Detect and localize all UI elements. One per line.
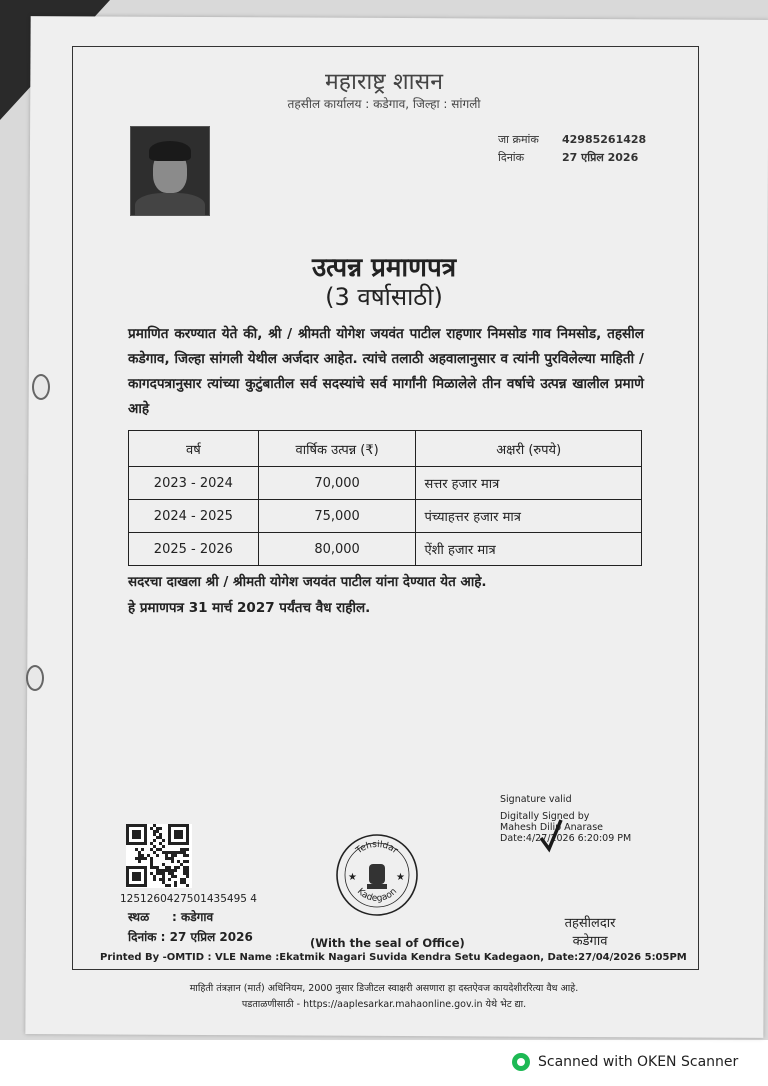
certificate-title: उत्पन्न प्रमाणपत्र [311, 253, 457, 283]
date-value: : 27 एप्रिल 2026 [160, 930, 253, 944]
table-row [129, 500, 642, 533]
seal-top-text: Tehsildar [354, 839, 400, 857]
seal-bottom-text: Kadegaon [354, 886, 400, 904]
footer-verification-link[interactable]: पडताळणीसाठी - https://aaplesarkar.mahaonline.gov.in येथे भेट द्या. [241, 999, 527, 1010]
reference-block [498, 130, 646, 166]
row-amount: 70,000 [258, 467, 416, 500]
income-table [128, 430, 642, 566]
office-subtitle: तहसील कार्यालय : कडेगाव, जिल्हा : सांगली [287, 97, 481, 111]
validity-statement: हे प्रमाणपत्र 31 मार्च 2027 पर्यंतच वैध राहील. [128, 600, 371, 616]
date-line [128, 928, 253, 945]
row-year: 2023 - 2024 [129, 467, 259, 500]
seal-note: (With the seal of Office) [310, 936, 465, 950]
date-label: दिनांक [128, 930, 157, 944]
qr-code-icon[interactable] [126, 824, 192, 888]
scanner-watermark [512, 1050, 738, 1074]
footer-legal-note: माहिती तंत्रज्ञान (मार्त) अधिनियम, 2000 नुसार डिजीटल स्वाक्षरी असणारा हा दस्तऐवज कायदेशीररित्या वैध आहे. [189, 983, 579, 994]
place-value: : कडेगाव [172, 910, 214, 924]
ref-date-value: 27 एप्रिल 2026 [562, 150, 639, 164]
watermark-text: Scanned with OKEN Scanner [538, 1054, 739, 1070]
row-words: सत्तर हजार मात्र [416, 467, 642, 500]
signature-check-icon [538, 816, 564, 856]
officer-block [540, 915, 640, 951]
header-annual-income: वार्षिक उत्पन्न (₹) [258, 431, 416, 467]
svg-text:Kadegaon [355, 887, 399, 904]
certification-paragraph: प्रमाणित करण्यात येते की, श्री / श्रीमती योगेश जयवंत पाटील राहणार निमसोड गाव निमसोड, तहसील कडेगाव, जिल्हा सांगली येथील अर्जदार आहेत. त्यांचे तलाठी अहवालानुसार व त्यांनी पुरविलेल्या माहिती / कागदपत्रानुसार त्यांच्या कुटुंबातील सर्व सदस्यांचे सर्व मार्गांनी मिळालेले तीन वर्षाचे उत्पन्न खालील प्रमाणे आहे [128, 326, 644, 417]
header-in-words: अक्षरी (रुपये) [416, 431, 642, 467]
printed-by-line: Printed By -OMTID : VLE Name :Ekatmik Nagari Suvida Kendra Setu Kadegaon, Date:27/04/2026 5:05PM [100, 952, 687, 963]
emblem-icon [367, 864, 387, 889]
seal-star-icon: ★ [396, 872, 405, 883]
row-words: पंच्याहत्तर हजार मात्र [416, 500, 642, 533]
place-line [128, 908, 213, 925]
qr-number: 1251260427501435495 4 [120, 893, 257, 905]
table-row [129, 467, 642, 500]
office-seal [334, 832, 420, 918]
government-title: महाराष्ट्र शासन [325, 69, 443, 95]
ref-no-label: जा क्रमांक [498, 132, 539, 146]
table-row [129, 533, 642, 566]
ref-date-label: दिनांक [498, 150, 525, 164]
row-amount: 75,000 [258, 500, 416, 533]
signature-line-1: Digitally Signed by [500, 811, 590, 822]
officer-title: तहसीलदार [564, 916, 616, 931]
row-year: 2025 - 2026 [129, 533, 259, 566]
row-amount: 80,000 [258, 533, 416, 566]
seal-star-icon: ★ [348, 872, 357, 883]
certificate-subtitle: (3 वर्षासाठी) [325, 283, 443, 311]
row-year: 2024 - 2025 [129, 500, 259, 533]
issued-to-statement: सदरचा दाखला श्री / श्रीमती योगेश जयवंत पाटील यांना देण्यात येत आहे. [128, 574, 487, 590]
punch-hole-top [32, 374, 50, 400]
officer-place: कडेगाव [572, 934, 608, 949]
signature-line-2: Mahesh Dilip Anarase [500, 822, 604, 833]
applicant-photo [130, 126, 210, 216]
digital-signature-block [500, 794, 631, 844]
header-year: वर्ष [129, 431, 259, 467]
ref-no-value: 42985261428 [562, 132, 647, 146]
place-label: स्थळ [128, 910, 150, 924]
signature-line-3: Date:4/27/2026 6:20:09 PM [500, 833, 632, 844]
signature-valid-text: Signature valid [500, 794, 572, 805]
svg-text:Tehsildar [354, 840, 400, 857]
punch-hole-bottom [26, 665, 44, 691]
oken-logo-icon [512, 1053, 530, 1071]
row-words: ऐंशी हजार मात्र [416, 533, 642, 566]
